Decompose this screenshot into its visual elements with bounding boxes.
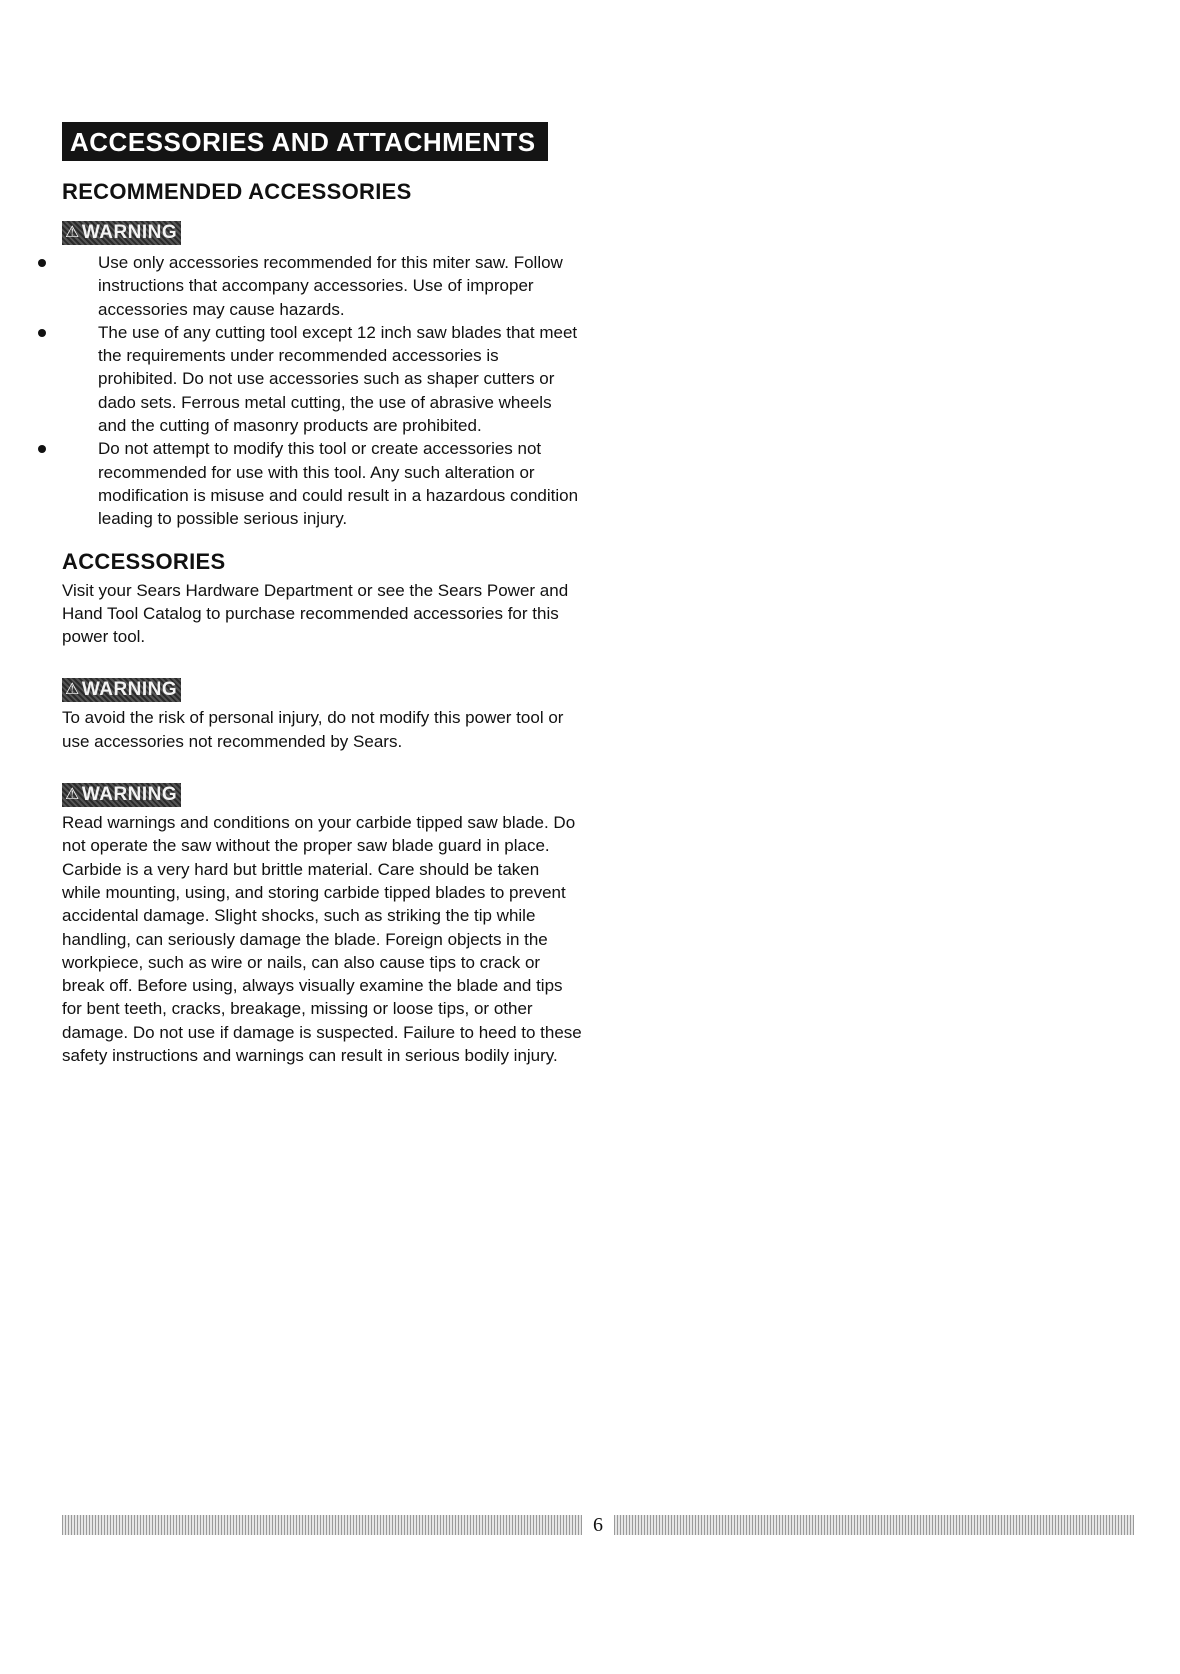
recommended-bullet-list [62,251,582,531]
warning-3-text: Read warnings and conditions on your carbide tipped saw blade. Do not operate the saw without the proper saw blade guard in place. Carbide is a very hard but brittle material. Care should be taken while mounting, using, and storing carbide tipped blades to prevent accidental damage. Slight shocks, such as striking the tip while handling, can seriously damage the blade. Foreign objects in the workpiece, such as wire or nails, can also cause tips to crack or break off. Before using, always visually examine the blade and tips for bent teeth, cracks, breakage, missing or loose tips, or other damage. Do not use if damage is suspected. Failure to heed to these safety instructions and warnings can result in serious bodily injury. [62,813,582,1066]
warning-label: WARNING [81,679,178,701]
accessories-heading: ACCESSORIES [62,548,226,574]
warning-triangle-icon: ⚠ [65,681,80,699]
warning-label: WARNING [81,222,178,243]
warning-badge-3 [62,783,181,807]
footer-rule-left [62,1515,582,1535]
bullet-icon [38,329,46,337]
main-column [62,122,582,1067]
bullet-text: Use only accessories recommended for this miter saw. Follow instructions that accompany accessories. Use of improper accessories may cause hazards. [98,253,563,319]
bullet-icon [38,445,46,453]
bullet-text: Do not attempt to modify this tool or create accessories not recommended for use with this tool. Any such alteration or modification is misuse and could result in a hazardous condition leading to possible serious injury. [98,439,579,529]
warning-badge-2 [62,678,181,702]
bullet-text: The use of any cutting tool except 12 inch saw blades that meet the requirements under recommended accessories is prohibited. Do not use accessories such as shaper cutters or dado sets. Ferrous metal cutting, the use of abrasive wheels and the cutting of masonry products are prohibited. [98,322,578,436]
warning-label: WARNING [81,784,178,806]
list-item [62,251,582,321]
warning-badge-1 [62,221,181,245]
bullet-icon [38,259,46,267]
warning-triangle-icon: ⚠ [65,224,80,241]
footer-rule-right [614,1515,1134,1535]
page-number: 6 [593,1513,603,1536]
list-item [62,321,582,437]
accessories-text: Visit your Sears Hardware Department or see the Sears Power and Hand Tool Catalog to purchase recommended accessories for this power tool. [62,580,569,647]
warning-2-text: To avoid the risk of personal injury, do not modify this power tool or use accessories not recommended by Sears. [62,708,564,751]
section-banner: ACCESSORIES AND ATTACHMENTS [62,122,548,161]
recommended-accessories-heading: RECOMMENDED ACCESSORIES [62,179,412,204]
warning-triangle-icon: ⚠ [65,786,80,804]
list-item [62,437,582,530]
page-footer [62,1514,1134,1536]
